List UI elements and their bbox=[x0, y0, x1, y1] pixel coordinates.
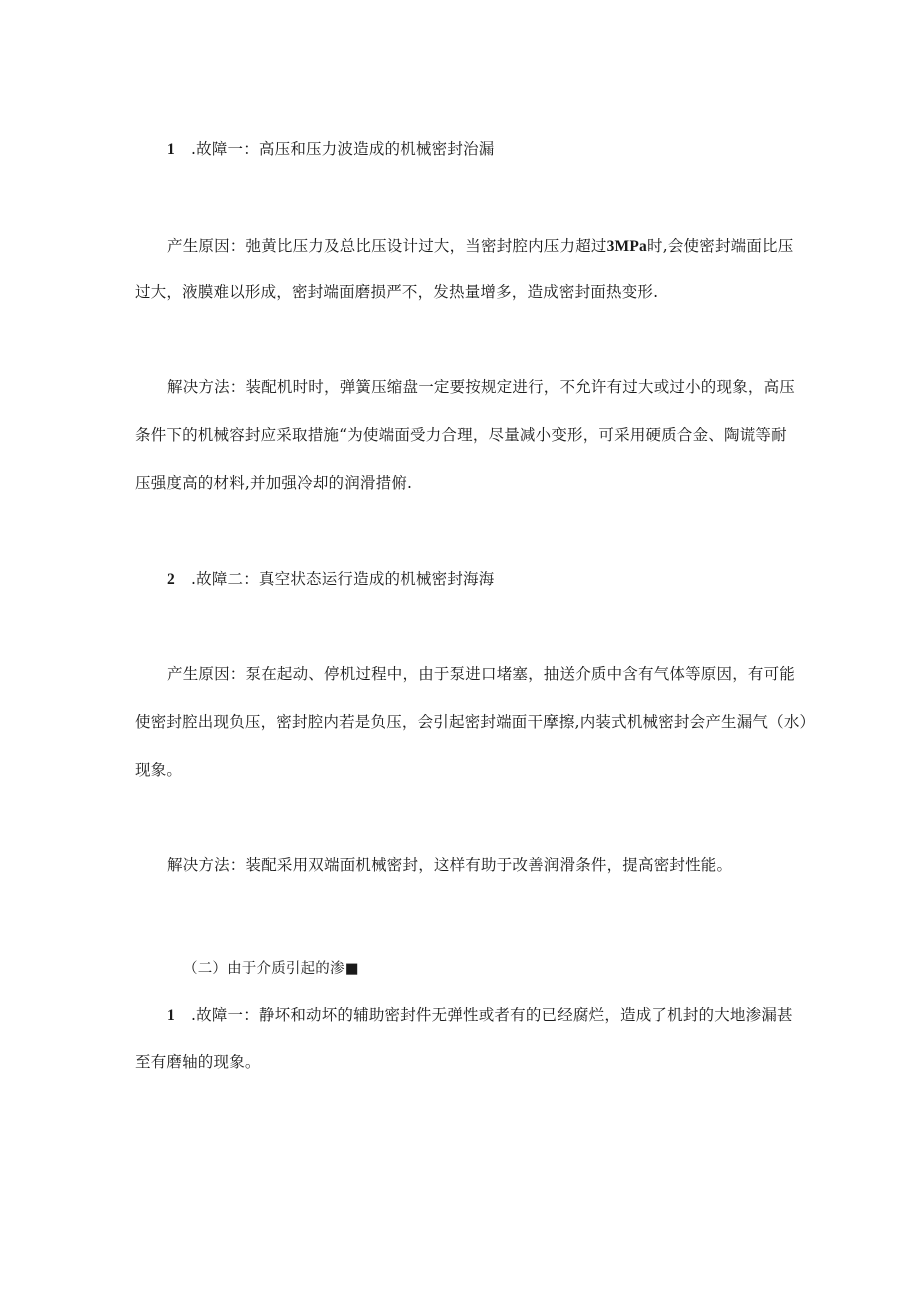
fault1-number: 1 bbox=[167, 141, 175, 158]
cause2-line3: 现象。 bbox=[135, 761, 183, 779]
solution1-line1: 解决方法：装配机时时，弹簧压缩盘一定要按规定进行，不允许有过大或过小的现象，高压 bbox=[167, 378, 796, 396]
cause1-line1 bbox=[167, 236, 793, 257]
fault3-line2: 至有磨轴的现象。 bbox=[135, 1053, 261, 1071]
solution1-line3: 压强度高的材料,并加强冷却的润滑措俯. bbox=[135, 474, 413, 492]
fault2-heading bbox=[167, 569, 494, 590]
fault3-line1 bbox=[167, 1005, 793, 1026]
cause1-text-c: 时,会使密封端面比压 bbox=[647, 237, 794, 255]
fault1-title: .故障一：高压和压力波造成的机械密封治漏 bbox=[191, 140, 495, 158]
solution2-line1: 解决方法：装配采用双端面机械密封，这样有助于改善润滑条件，提高密封性能。 bbox=[167, 856, 733, 874]
cause2-line2: 使密封腔出现负压，密封腔内若是负压，会引起密封端面干摩擦,内装式机械密封会产生漏气（水） bbox=[135, 713, 816, 731]
fault3-number: 1 bbox=[167, 1007, 175, 1024]
fault1-heading bbox=[167, 139, 494, 160]
cause2-line1: 产生原因：泵在起动、停机过程中，由于泵进口堵塞，抽送介质中含有气体等原因，有可能 bbox=[167, 665, 796, 683]
cause1-line2: 过大，液膜难以形成，密封端面磨损严不，发热量增多，造成密封面热变形. bbox=[135, 283, 659, 301]
fault3-title: .故障一：静坏和动坏的辅助密封件无弹性或者有的已经腐烂，造成了机封的大地渗漏甚 bbox=[191, 1006, 793, 1024]
cause1-pressure-value: 3MPa bbox=[606, 238, 648, 255]
solution1-line2: 条件下的机械容封应采取措施“为使端面受力合理，尽量减小变形，可采用硬质合金、陶谎等耐 bbox=[135, 426, 787, 444]
cause1-text-a: 产生原因：弛黄比压力及总比压设计过大，当密封腔内压力超过 bbox=[167, 237, 607, 255]
fault2-title: .故障二：真空状态运行造成的机械密封海海 bbox=[191, 570, 495, 588]
subsection2-title: （二）由于介质引起的渗■ bbox=[183, 961, 359, 977]
fault2-number: 2 bbox=[167, 571, 175, 588]
